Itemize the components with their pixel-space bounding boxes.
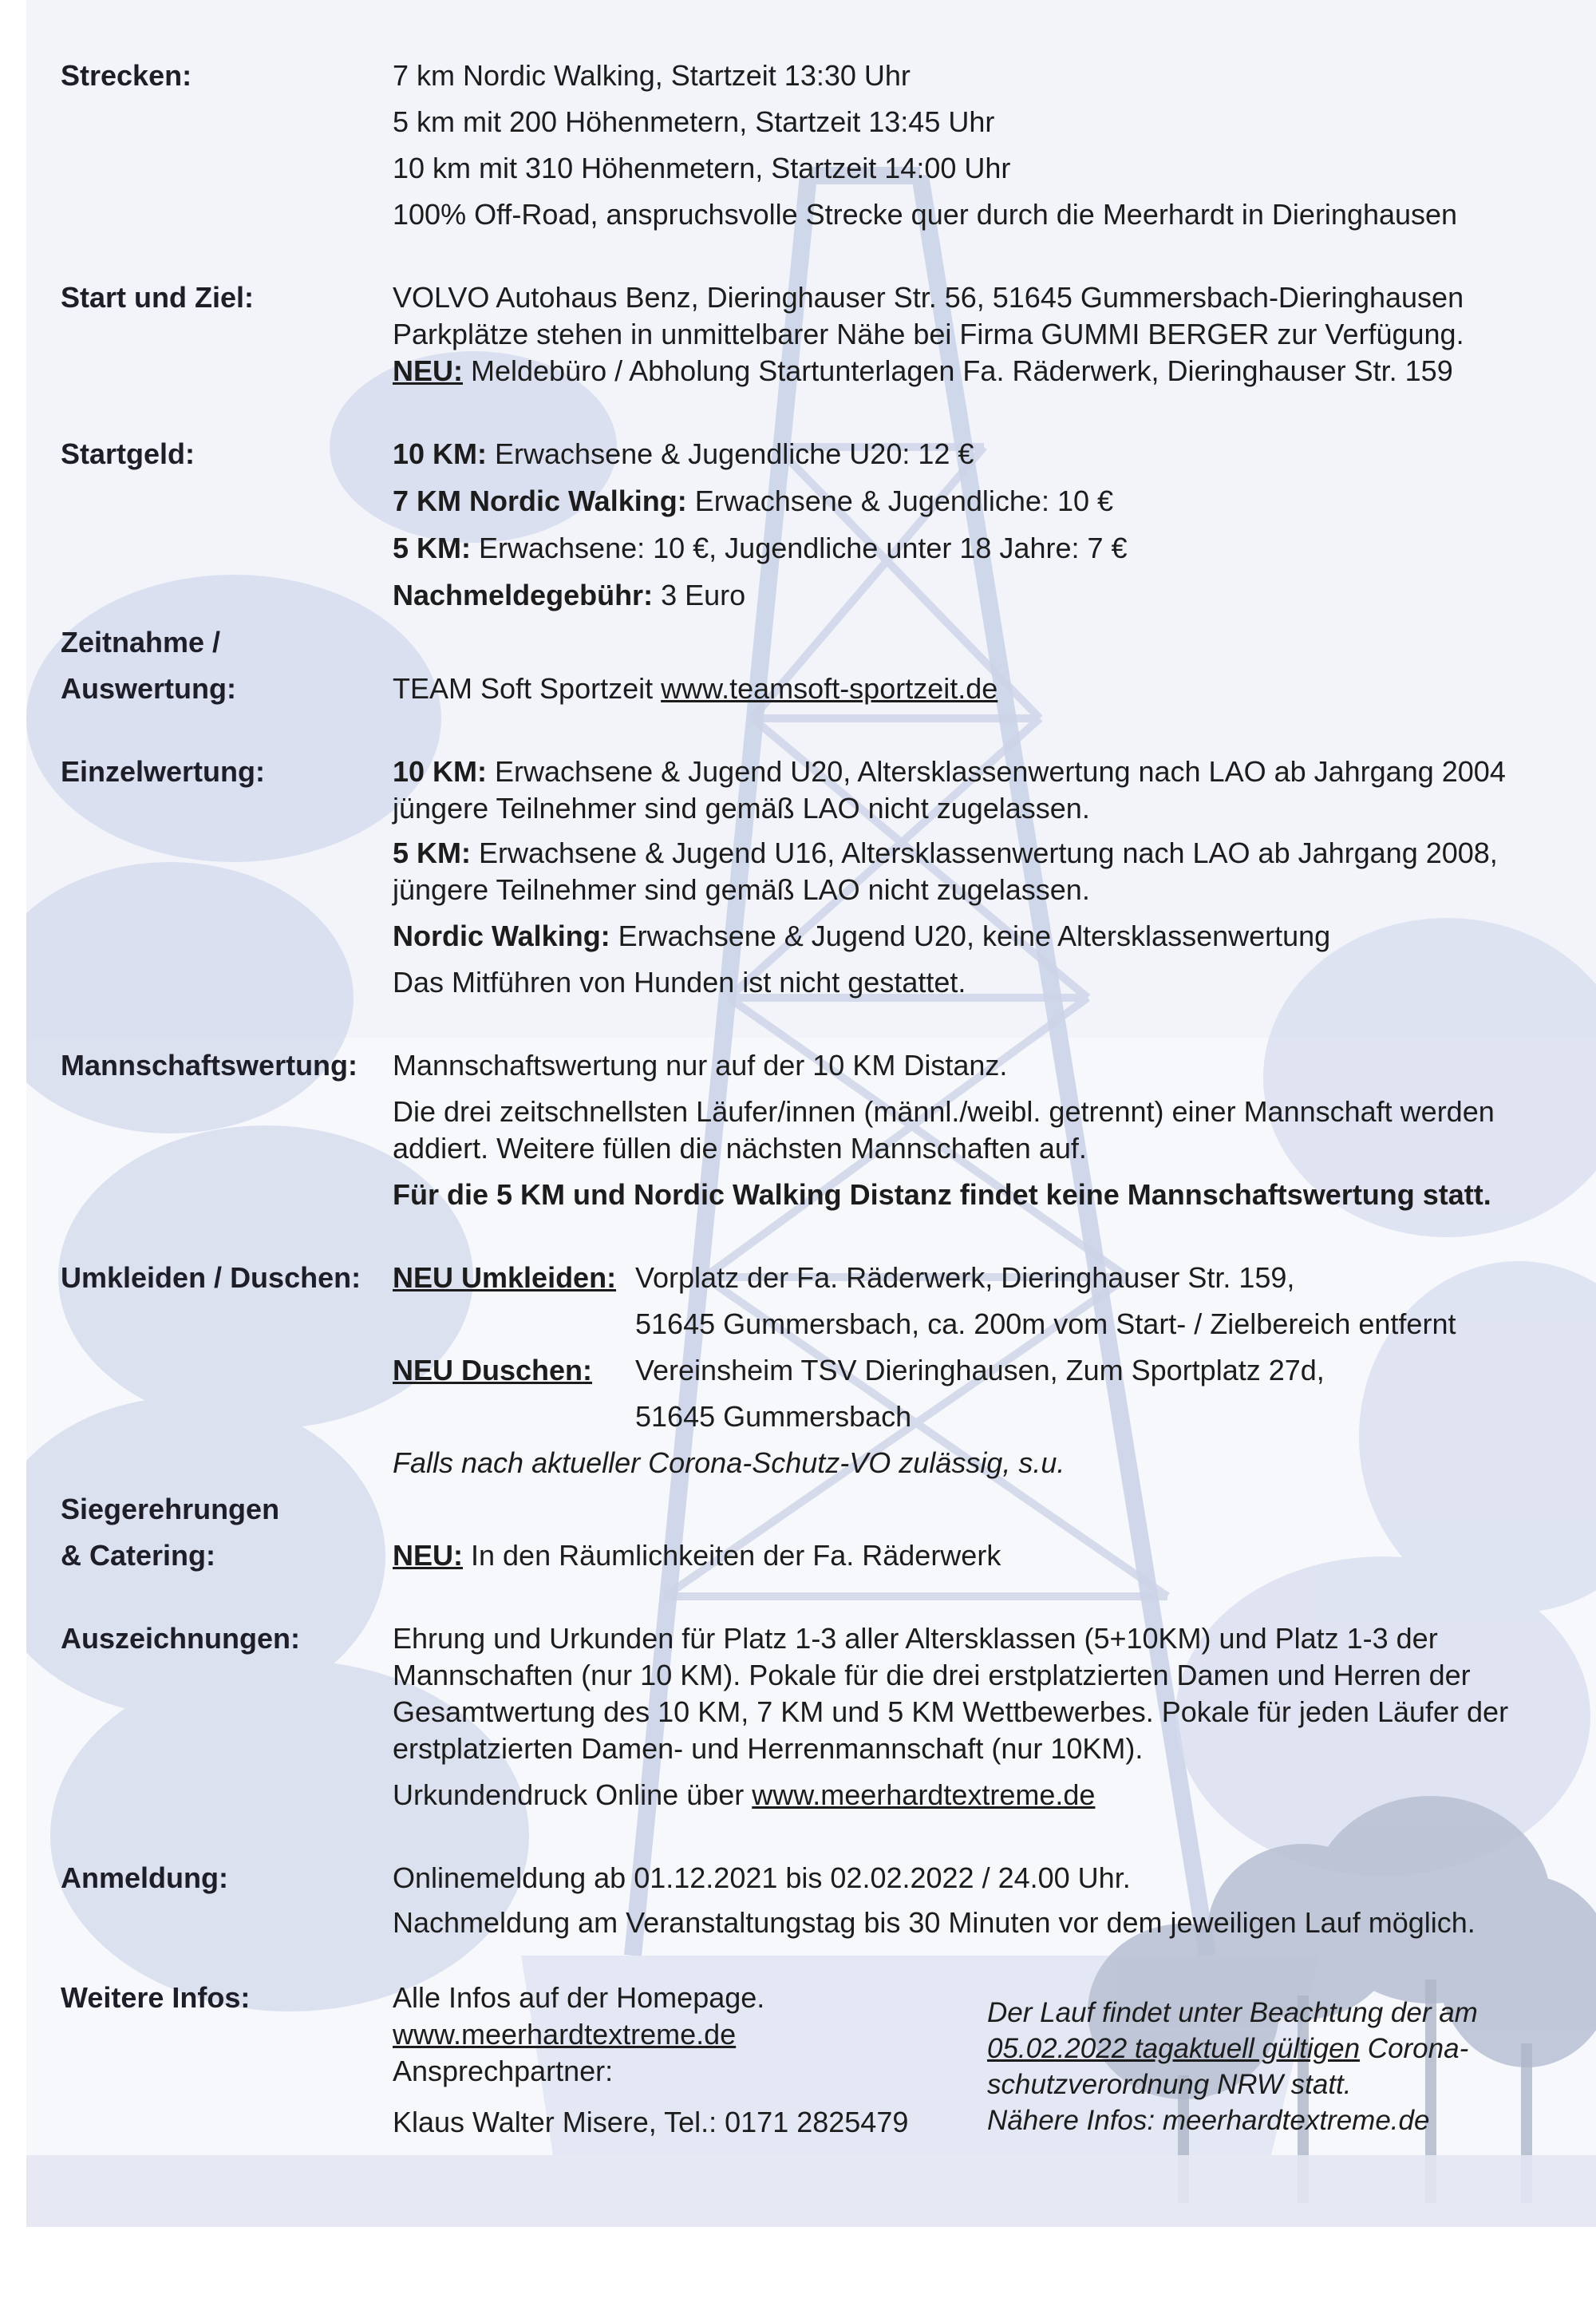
auszeichnungen-line-3: Gesamtwertung des 10 KM, 7 KM und 5 KM Wettbewerbes. Pokale für jeden Läufer der bbox=[393, 1695, 1509, 1728]
zeitnahme-text: TEAM Soft Sportzeit bbox=[393, 672, 662, 705]
startgeld-row-1-text: Erwachsene & Jugendliche U20: 12 € bbox=[487, 437, 974, 470]
urkundendruck-text: Urkundendruck Online über bbox=[393, 1778, 753, 1811]
label-weitere-infos: Weitere Infos: bbox=[61, 1981, 251, 2014]
notice-line-4: Nähere Infos: meerhardtextreme.de bbox=[987, 2105, 1430, 2136]
label-auswertung: Auswertung: bbox=[61, 672, 236, 705]
weitere-line-3: Ansprechpartner: bbox=[393, 2055, 614, 2087]
startgeld-row-3 bbox=[393, 530, 1128, 567]
neu-umkleiden-label: NEU Umkleiden: bbox=[393, 1261, 617, 1294]
notice-corona: Corona- bbox=[1360, 2033, 1469, 2064]
einzel-10km-bold: 10 KM: bbox=[393, 755, 488, 788]
label-catering: & Catering: bbox=[61, 1539, 216, 1572]
startgeld-row-4-bold: Nachmeldegebühr: bbox=[393, 579, 654, 611]
startgeld-row-2-text: Erwachsene & Jugendliche: 10 € bbox=[686, 485, 1114, 517]
auszeichnungen-line-1: Ehrung und Urkunden für Platz 1-3 aller Altersklassen (5+10KM) und Platz 1-3 der bbox=[393, 1622, 1438, 1655]
mannschaft-line-4: Für die 5 KM und Nordic Walking Distanz findet keine Mannschaftswertung statt. bbox=[393, 1178, 1491, 1211]
meerhardtextreme-link[interactable]: www.meerhardtextreme.de bbox=[752, 1778, 1096, 1811]
einzel-nw-line bbox=[393, 918, 1330, 955]
label-zeitnahme: Zeitnahme / bbox=[61, 626, 221, 659]
startgeld-row-1-bold: 10 KM: bbox=[393, 437, 488, 470]
einzel-hunde-line: Das Mitführen von Hunden ist nicht gestattet. bbox=[393, 966, 966, 999]
einzel-nw-text: Erwachsene & Jugend U20, keine Altersklassenwertung bbox=[610, 920, 1331, 952]
umkleiden-line-1: Vorplatz der Fa. Räderwerk, Dieringhauser Str. 159, bbox=[635, 1261, 1295, 1294]
label-strecken: Strecken: bbox=[61, 59, 192, 92]
weitere-line-1: Alle Infos auf der Homepage. bbox=[393, 1981, 765, 2014]
zeitnahme-line bbox=[393, 670, 998, 707]
einzel-10km-text: Erwachsene & Jugend U20, Altersklassenwertung nach LAO ab Jahrgang 2004 bbox=[487, 755, 1506, 788]
einzel-nw-bold: Nordic Walking: bbox=[393, 920, 610, 952]
neu-marker: NEU: bbox=[393, 354, 463, 387]
weitere-line-4: Klaus Walter Misere, Tel.: 0171 2825479 bbox=[393, 2106, 909, 2138]
label-startgeld: Startgeld: bbox=[61, 437, 196, 470]
urkundendruck-line bbox=[393, 1777, 1095, 1814]
startgeld-row-3-bold: 5 KM: bbox=[393, 532, 471, 564]
label-siegerehrungen: Siegerehrungen bbox=[61, 1493, 280, 1525]
label-mannschaftswertung: Mannschaftswertung: bbox=[61, 1049, 358, 1082]
neu-marker: NEU: bbox=[393, 1539, 463, 1572]
umkleiden-line-2: 51645 Gummersbach, ca. 200m vom Start- / Zielbereich entfernt bbox=[635, 1307, 1456, 1340]
einzel-5km-line-2: jüngere Teilnehmer sind gemäß LAO nicht zugelassen. bbox=[393, 873, 1090, 906]
label-auszeichnungen: Auszeichnungen: bbox=[61, 1622, 301, 1655]
start-ziel-neu-text: Meldebüro / Abholung Startunterlagen Fa. Räderwerk, Dieringhauser Str. 159 bbox=[463, 354, 1453, 387]
einzel-5km-line-1 bbox=[393, 835, 1498, 872]
corona-notice bbox=[987, 1995, 1530, 2138]
anmeldung-line-2: Nachmeldung am Veranstaltungstag bis 30 Minuten vor dem jeweiligen Lauf möglich. bbox=[393, 1906, 1476, 1939]
notice-date: 05.02.2022 tagaktuell gültigen bbox=[987, 2033, 1361, 2064]
corona-hinweis: Falls nach aktueller Corona-Schutz-VO zulässig, s.u. bbox=[393, 1446, 1065, 1479]
startgeld-row-3-text: Erwachsene: 10 €, Jugendliche unter 18 Jahre: 7 € bbox=[471, 532, 1128, 564]
notice-line-3: schutzverordnung NRW statt. bbox=[987, 2069, 1352, 2100]
start-ziel-line-3 bbox=[393, 353, 1453, 390]
neu-duschen-label: NEU Duschen: bbox=[393, 1354, 593, 1386]
strecken-line-3: 10 km mit 310 Höhenmetern, Startzeit 14:00 Uhr bbox=[393, 152, 1011, 184]
startgeld-row-2 bbox=[393, 483, 1113, 520]
startgeld-row-4 bbox=[393, 577, 745, 614]
auszeichnungen-line-2: Mannschaften (nur 10 KM). Pokale für die drei erstplatzierten Damen und Herren der bbox=[393, 1659, 1471, 1691]
duschen-line-2: 51645 Gummersbach bbox=[635, 1400, 912, 1433]
einzel-5km-text: Erwachsene & Jugend U16, Altersklassenwertung nach LAO ab Jahrgang 2008, bbox=[471, 837, 1498, 869]
mannschaft-line-2: Die drei zeitschnellsten Läufer/innen (männl./weibl. getrennt) einer Mannschaft werden bbox=[393, 1095, 1495, 1128]
siegerehrung-line bbox=[393, 1537, 1001, 1574]
strecken-line-1: 7 km Nordic Walking, Startzeit 13:30 Uhr bbox=[393, 59, 911, 92]
start-ziel-line-2: Parkplätze stehen in unmittelbarer Nähe bei Firma GUMMI BERGER zur Verfügung. bbox=[393, 318, 1464, 350]
siegerehrung-text: In den Räumlichkeiten der Fa. Räderwerk bbox=[463, 1539, 1001, 1572]
einzel-10km-line-2: jüngere Teilnehmer sind gemäß LAO nicht zugelassen. bbox=[393, 792, 1090, 825]
notice-line-2 bbox=[987, 2031, 1530, 2067]
label-anmeldung: Anmeldung: bbox=[61, 1861, 228, 1894]
homepage-link[interactable]: www.meerhardtextreme.de bbox=[393, 2018, 737, 2051]
startgeld-row-2-bold: 7 KM Nordic Walking: bbox=[393, 485, 687, 517]
teamsoft-link[interactable]: www.teamsoft-sportzeit.de bbox=[661, 672, 998, 705]
startgeld-row-1 bbox=[393, 436, 974, 473]
einzel-10km-line-1 bbox=[393, 754, 1506, 790]
strecken-line-4: 100% Off-Road, anspruchsvolle Strecke quer durch die Meerhardt in Dieringhausen bbox=[393, 198, 1458, 231]
auszeichnungen-line-4: erstplatzierten Damen- und Herrenmannschaft (nur 10KM). bbox=[393, 1732, 1144, 1765]
duschen-line-1: Vereinsheim TSV Dieringhausen, Zum Sportplatz 27d, bbox=[635, 1354, 1325, 1386]
mannschaft-line-3: addiert. Weitere füllen die nächsten Mannschaften auf. bbox=[393, 1132, 1087, 1165]
startgeld-row-4-text: 3 Euro bbox=[653, 579, 746, 611]
label-start-ziel: Start und Ziel: bbox=[61, 281, 254, 314]
start-ziel-line-1: VOLVO Autohaus Benz, Dieringhauser Str. 56, 51645 Gummersbach-Dieringhausen bbox=[393, 281, 1464, 314]
anmeldung-line-1: Onlinemeldung ab 01.12.2021 bis 02.02.2022 / 24.00 Uhr. bbox=[393, 1861, 1131, 1894]
mannschaft-line-1: Mannschaftswertung nur auf der 10 KM Distanz. bbox=[393, 1049, 1008, 1082]
einzel-5km-bold: 5 KM: bbox=[393, 837, 471, 869]
label-umkleiden: Umkleiden / Duschen: bbox=[61, 1261, 361, 1294]
notice-line-1: Der Lauf findet unter Beachtung der am bbox=[987, 1997, 1478, 2028]
label-einzelwertung: Einzelwertung: bbox=[61, 755, 266, 788]
strecken-line-2: 5 km mit 200 Höhenmetern, Startzeit 13:45 Uhr bbox=[393, 105, 995, 138]
